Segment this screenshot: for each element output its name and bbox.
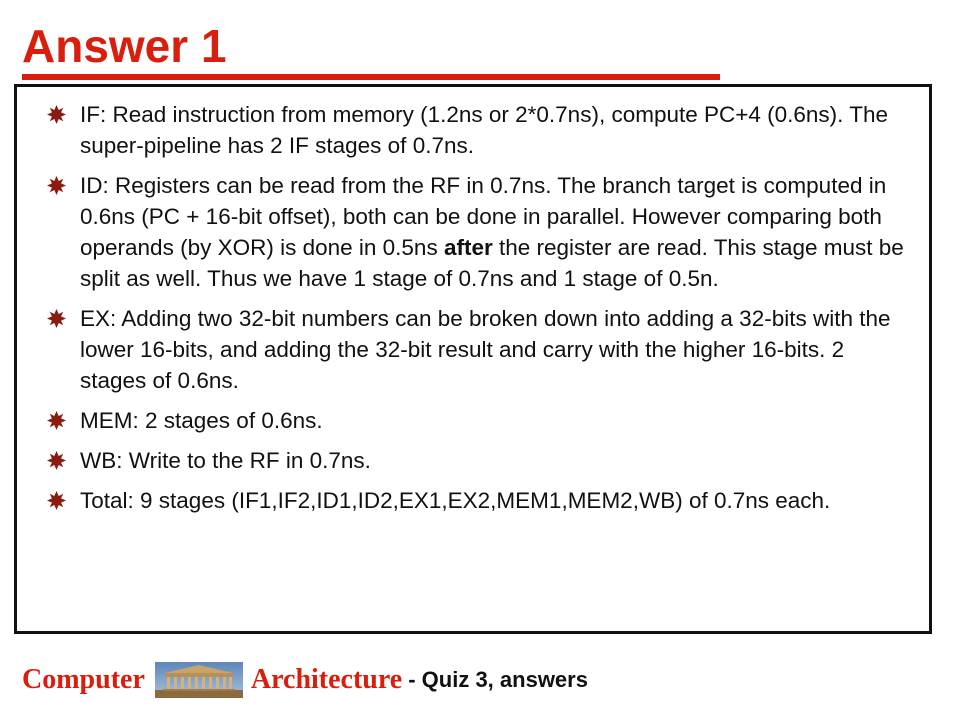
bullet-text: IF: Read instruction from memory (1.2ns or 2*0.7ns), compute PC+4 (0.6ns). The super-pipeline has 2 IF stages of 0.7ns. <box>80 102 889 158</box>
bullet-text-part: ID: Registers can be read from the RF in 0.7ns. The branch target is computed in 0.6ns (PC + 16-bit offset), both can be done in parallel. However comparing both operands (by XOR) is done in 0.5ns <box>80 173 887 260</box>
slide-title: Answer 1 <box>22 20 227 72</box>
bullet-burst-icon <box>47 411 66 430</box>
bullet-burst-icon <box>47 105 66 124</box>
bullet-burst-icon <box>47 491 66 510</box>
bullet-ex <box>47 303 907 396</box>
parthenon-image <box>155 662 243 698</box>
bullet-list <box>47 99 907 525</box>
bullet-text: WB: Write to the RF in 0.7ns. <box>80 448 371 473</box>
bullet-text-emphasis: after <box>443 235 493 260</box>
bullet-text: MEM: 2 stages of 0.6ns. <box>80 408 323 433</box>
title-underline <box>22 74 720 80</box>
footer-subtitle: - Quiz 3, answers <box>408 667 588 692</box>
bullet-text-part: the register are read. This stage must be split as well. Thus we have 1 stage of 0.7ns and 1 stage of 0.5n. <box>80 235 904 291</box>
footer <box>22 658 588 702</box>
footer-word-architecture: Architecture <box>250 664 403 695</box>
bullet-burst-icon <box>47 176 66 195</box>
bullet-burst-icon <box>47 451 66 470</box>
bullet-text: Total: 9 stages (IF1,IF2,ID1,ID2,EX1,EX2,MEM1,MEM2,WB) of 0.7ns each. <box>80 488 831 513</box>
bullet-text: EX: Adding two 32-bit numbers can be broken down into adding a 32-bits with the lower 16-bits, and adding the 32-bit result and carry with the higher 16-bits. 2 stages of 0.6ns. <box>80 306 891 393</box>
bullet-id <box>47 170 907 294</box>
footer-word-computer: Computer <box>22 664 145 695</box>
bullet-total <box>47 485 907 516</box>
bullet-mem <box>47 405 907 436</box>
bullet-wb <box>47 445 907 476</box>
bullet-if <box>47 99 907 161</box>
content-box <box>14 84 932 634</box>
bullet-burst-icon <box>47 309 66 328</box>
